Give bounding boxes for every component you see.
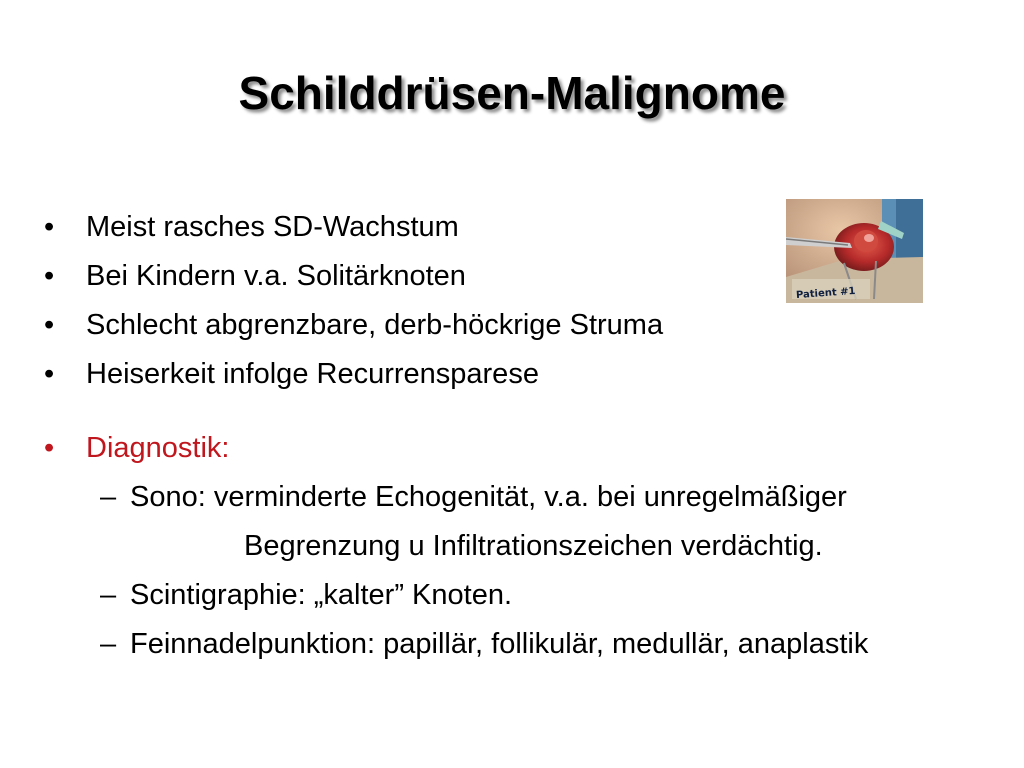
photo-caption: Patient #1 [795, 285, 856, 302]
bullet-text: Schlecht abgrenzbare, derb-höckrige Struma [86, 309, 664, 341]
dash-marker: – [100, 579, 117, 611]
diagnostik-item-sono-continued [244, 529, 823, 563]
bullet-text: Heiserkeit infolge Recurrensparese [86, 358, 539, 390]
diagnostik-item-text: Begrenzung u Infiltrationszeichen verdächtig. [244, 530, 823, 562]
dash-marker: – [100, 628, 117, 660]
bullet-marker: • [44, 260, 55, 292]
bullet-item [44, 210, 459, 244]
bullet-item [44, 357, 539, 391]
diagnostik-item-feinnadelpunktion [100, 627, 868, 661]
diagnostik-label: Diagnostik: [86, 432, 230, 464]
bullet-marker: • [44, 211, 55, 243]
bullet-text: Bei Kindern v.a. Solitärknoten [86, 260, 466, 292]
diagnostik-item-text: Scintigraphie: „kalter” Knoten. [130, 579, 513, 611]
bullet-item [44, 259, 466, 293]
diagnostik-item-text: Feinnadelpunktion: papillär, follikulär, medullär, anaplastik [130, 628, 869, 660]
diagnostik-item-sono [100, 480, 847, 514]
bullet-marker: • [44, 358, 55, 390]
dash-marker: – [100, 481, 117, 513]
surgery-photo [786, 199, 923, 303]
bullet-marker: • [44, 309, 55, 341]
bullet-marker: • [44, 432, 55, 464]
diagnostik-item-scintigraphie [100, 578, 512, 612]
slide-title: Schilddrüsen-Malignome [238, 67, 786, 119]
bullet-text: Meist rasches SD-Wachstum [86, 211, 459, 243]
diagnostik-heading [44, 431, 229, 465]
bullet-item [44, 308, 663, 342]
diagnostik-item-text: Sono: verminderte Echogenität, v.a. bei unregelmäßiger [130, 481, 847, 513]
